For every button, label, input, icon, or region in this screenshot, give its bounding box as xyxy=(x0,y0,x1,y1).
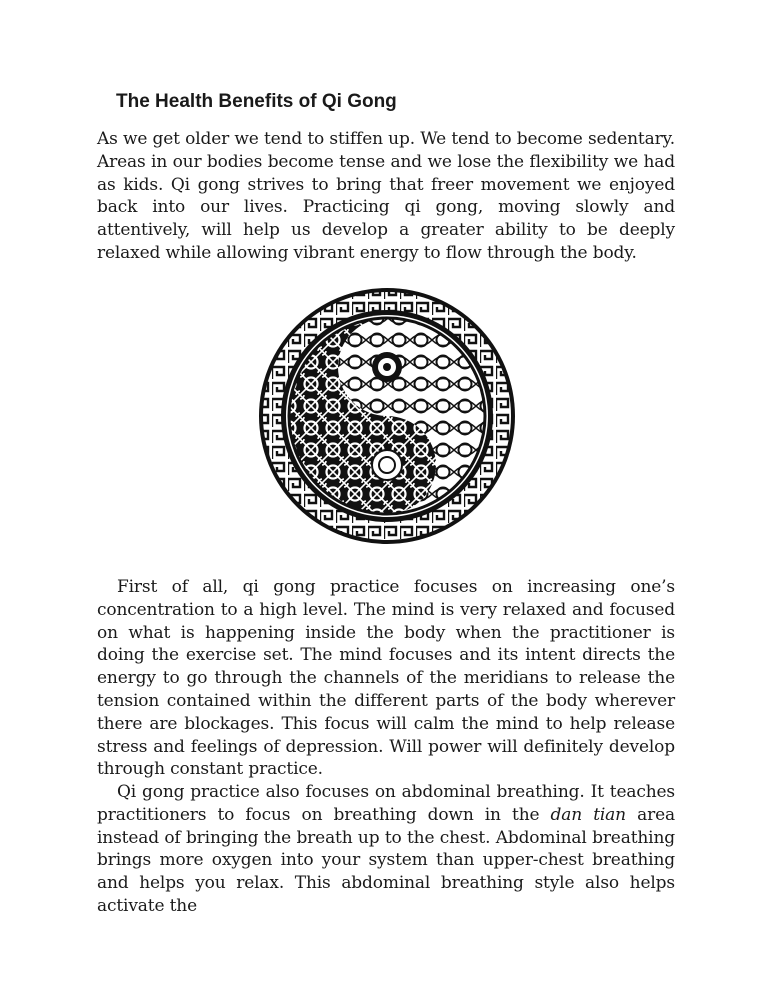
concentration-paragraph: First of all, qi gong practice focuses on increasing one’s concentration to a high level. The mind is very relaxed and focused on what is happening inside the body when the practitioner is doing the exercise set. The mind focuses and its intent directs the energy to go through the channels of the meridians to release the tension contained within the different parts of the body wherever there are blockages. This focus will calm the mind to help release stress and feelings of depression. Will power will definitely develop through constant practice. xyxy=(97,577,675,780)
intro-paragraph: As we get older we tend to stiffen up. We tend to become sedentary. Areas in our bodies become tense and we lose the flexibility we had as kids. Qi gong strives to bring that freer movement we enjoyed back into our lives. Practicing qi gong, moving slowly and attentively, will help us develop a greater ability to be deeply relaxed while allowing vibrant energy to flow through the body. xyxy=(97,129,675,263)
yin-yang-knot-illustration xyxy=(256,285,518,547)
page-title: The Health Benefits of Qi Gong xyxy=(116,91,397,112)
breathing-text-end: area instead of bringing the breath up to the chest. Abdominal breathing brings more oxygen into your system than upper-chest breathing and helps you relax. This abdominal breathing style also helps activate the xyxy=(97,804,675,916)
breathing-text-start: Qi gong practice also focuses on abdominal breathing. It teaches practitioners to focus on breathing down in the xyxy=(97,782,675,825)
dan-tian-term: dan tian xyxy=(550,804,626,825)
breathing-paragraph xyxy=(97,781,675,918)
celtic-knot-yin-yang-icon xyxy=(256,285,518,547)
